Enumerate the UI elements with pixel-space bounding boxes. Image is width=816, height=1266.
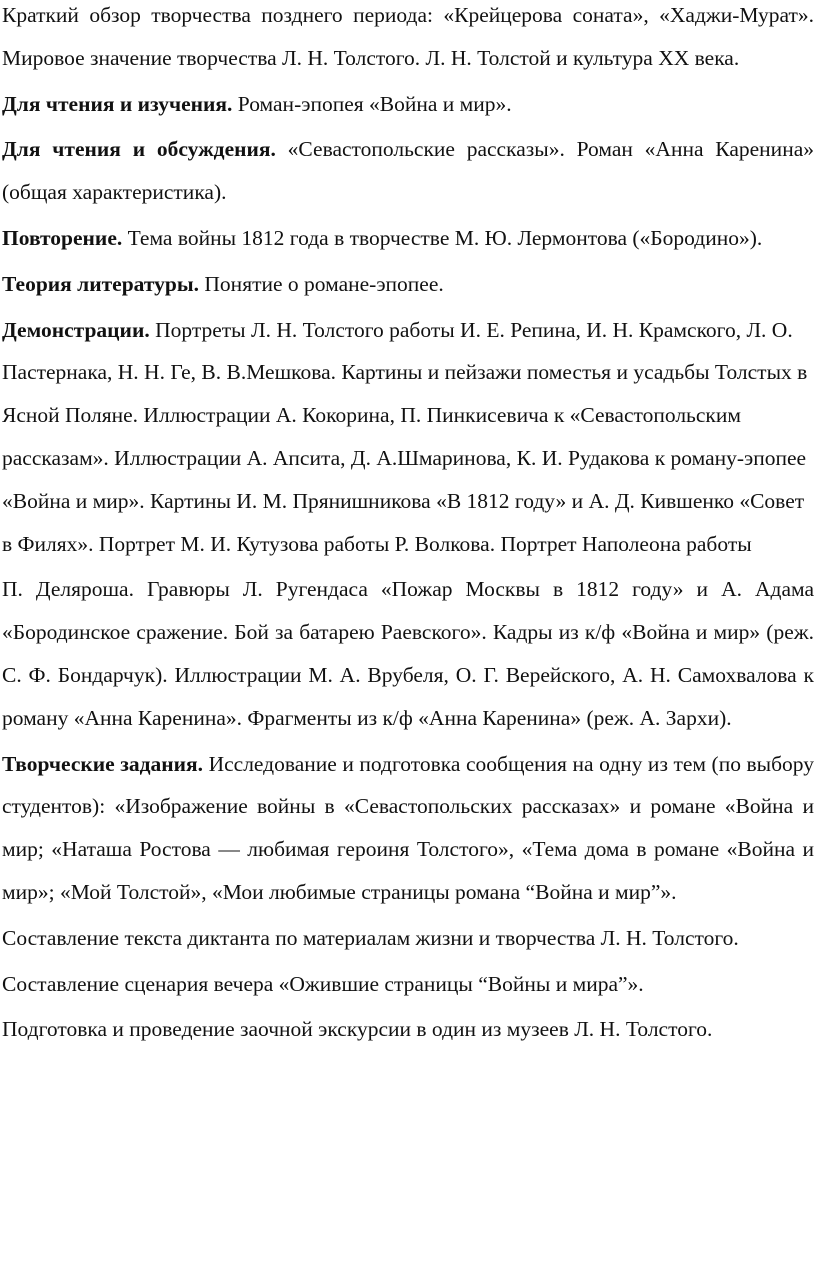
paragraph-excursion (2, 1008, 814, 1051)
paragraph-for-reading-and-study (2, 83, 814, 126)
paragraph-label: Повторение. (2, 225, 123, 250)
paragraph-dictation (2, 917, 814, 960)
paragraph-text: Понятие о романе-эпопее. (199, 271, 444, 296)
paragraph-literary-theory (2, 263, 814, 306)
paragraph-late-period (2, 0, 814, 80)
paragraph-text: Исследование и подготовка сообщения на одну из тем (по выбору студентов): «Изображение войны в «Севастопольских рассказах» и романе «Война и мир; «Наташа Ростова — любимая героиня Толстого», «Тема дома в романе «Война и мир»; «Мой Толстой», «Мои любимые страницы романа “Война и мир”». (2, 751, 815, 904)
paragraph-label: Для чтения и изучения. (2, 91, 233, 116)
paragraph-repetition (2, 217, 814, 260)
paragraph-label: Творческие задания. (2, 751, 204, 776)
paragraph-for-reading-and-discussion (2, 128, 814, 214)
paragraph-text: Тема войны 1812 года в творчестве М. Ю. Лермонтова («Бородино»). (122, 225, 763, 250)
paragraph-text: Краткий обзор творчества позднего периода: «Крейцерова соната», «Хаджи-Мурат». Мировое значение творчества Л. Н. Толстого. Л. Н. Толстой и культура XX века. (2, 3, 814, 70)
paragraph-creative-tasks (2, 743, 814, 914)
paragraph-text: Портреты Л. Н. Толстого работы И. Е. Репина, И. Н. Крамского, Л. О. Пастернака, Н. Н. Ге, В. В.Мешкова. Картины и пейзажи поместья и усадьбы Толстых в Ясной Поляне. Иллюстрации А. Кокорина, П. Пинкисевича к «Севастопольским рассказам». Иллюстрации А. Апсита, Д. А.Шмаринова, К. И. Рудакова к роману-эпопее «Война и мир». Картины И. М. Прянишникова «В 1812 году» и А. Д. Кившенко «Совет в Филях». Портрет М. И. Кутузова работы Р. Волкова. Портрет Наполеона работы (2, 317, 808, 556)
paragraph-label: Теория литературы. (2, 271, 200, 296)
paragraph-text: П. Деляроша. Гравюры Л. Ругендаса «Пожар Москвы в 1812 году» и А. Адама «Бородинское сражение. Бой за батарею Раевского». Кадры из к/ф «Война и мир» (реж. С. Ф. Бондарчук). Иллюстрации М. А. Врубеля, О. Г. Верейского, А. Н. Самохвалова к роману «Анна Каренина». Фрагменты из к/ф «Анна Каренина» (реж. А. Зархи). (2, 577, 814, 730)
paragraph-text: Подготовка и проведение заочной экскурсии в один из музеев Л. Н. Толстого. (2, 1017, 713, 1042)
paragraph-demonstrations (2, 309, 814, 566)
paragraph-text: Составление текста диктанта по материалам жизни и творчества Л. Н. Толстого. (2, 925, 739, 950)
paragraph-label: Для чтения и обсуждения. (2, 137, 276, 162)
paragraph-demonstrations-continued (2, 568, 814, 739)
paragraph-evening-script (2, 963, 814, 1006)
paragraph-text: Составление сценария вечера «Ожившие страницы “Войны и мира”». (2, 971, 644, 996)
paragraph-text: Роман-эпопея «Война и мир». (232, 91, 512, 116)
paragraph-label: Демонстрации. (2, 317, 150, 342)
paragraph-text: «Севастопольские рассказы». Роман «Анна Каренина» (общая характеристика). (2, 137, 814, 205)
